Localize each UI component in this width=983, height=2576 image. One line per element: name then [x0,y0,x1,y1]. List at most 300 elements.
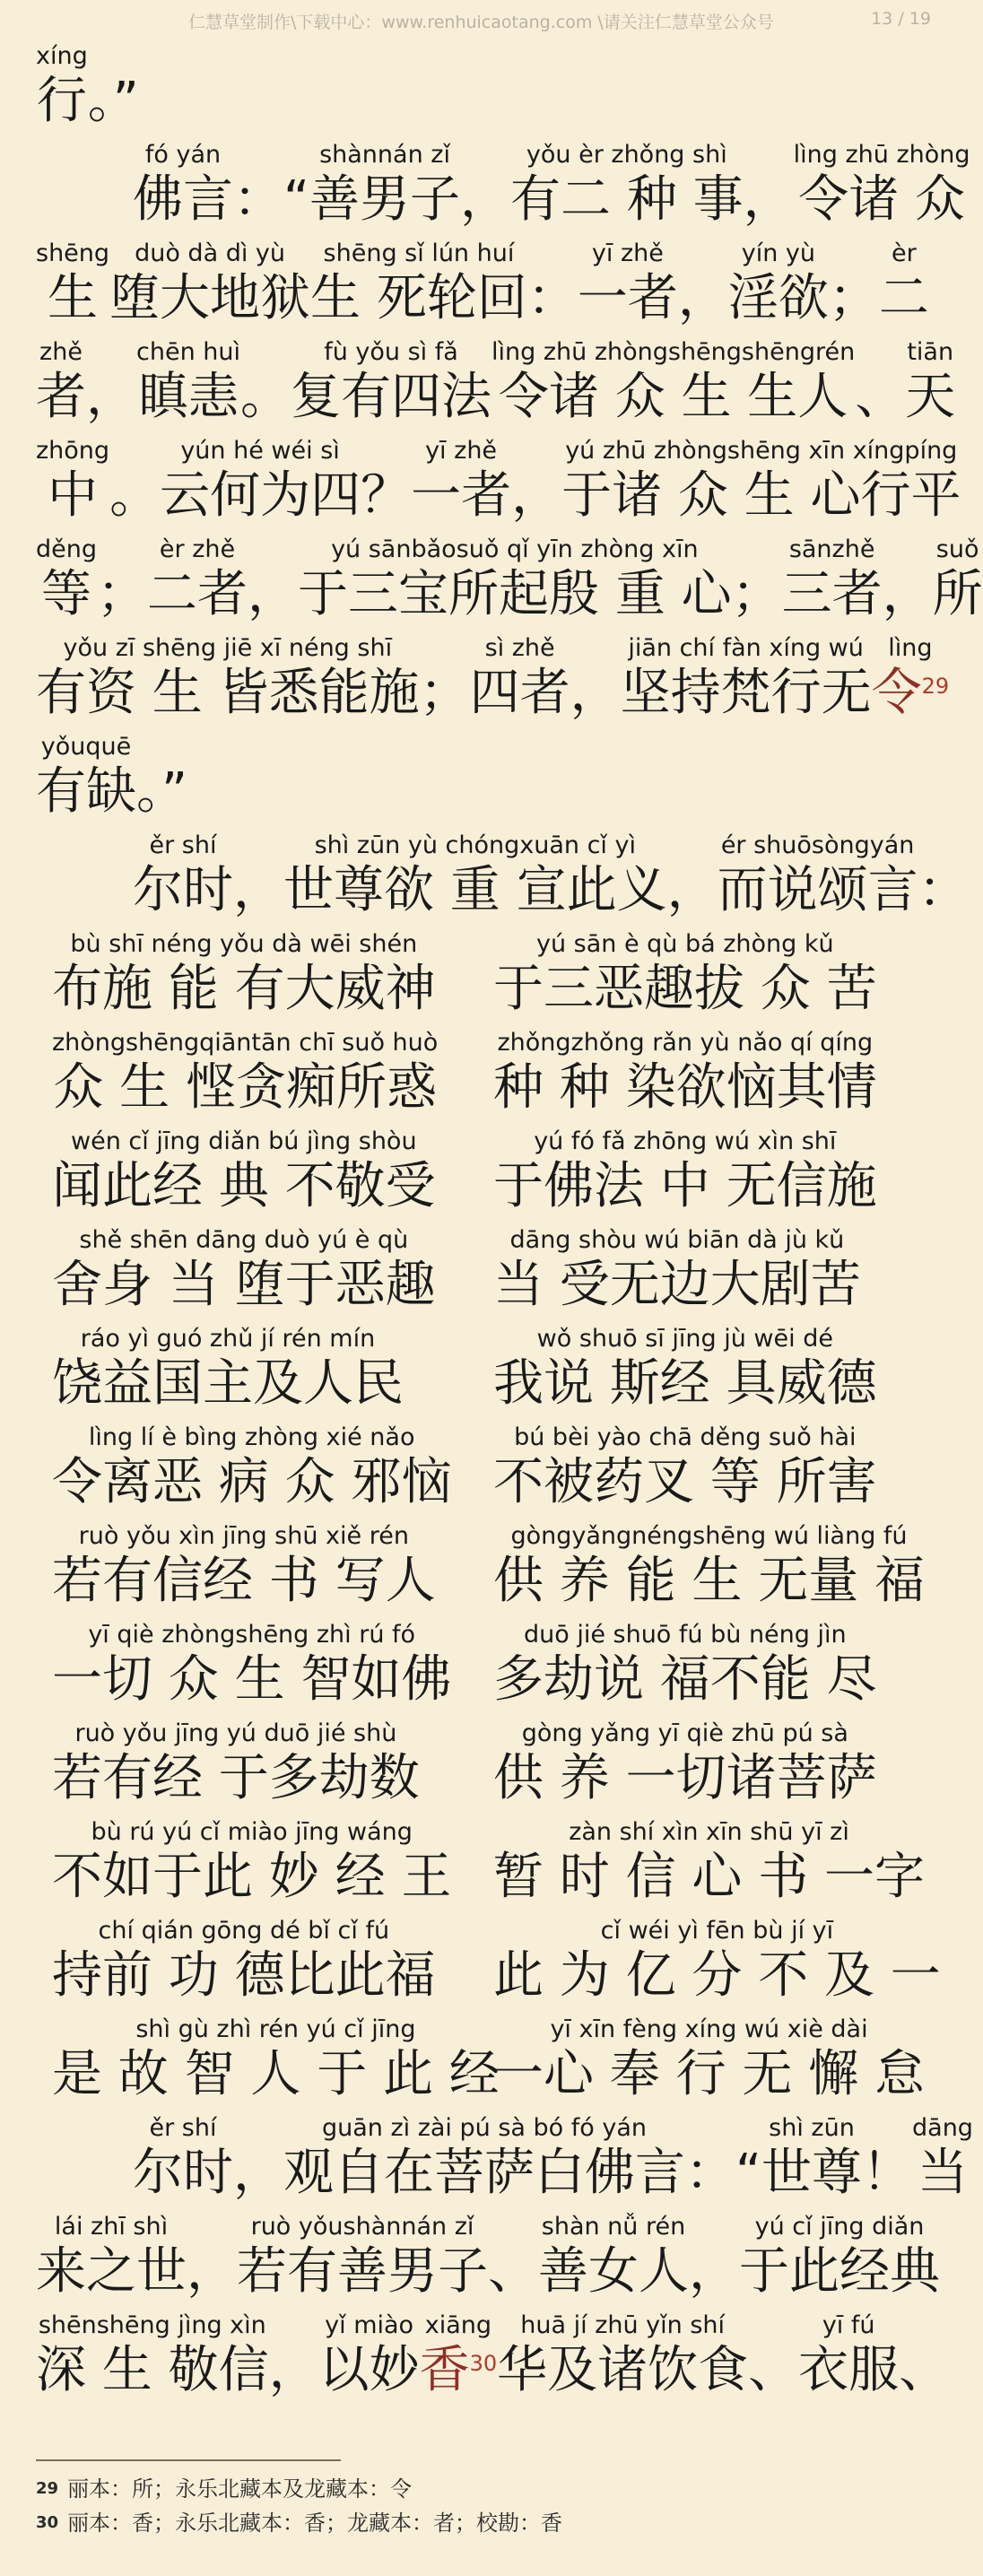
pinyin: zhǒngzhǒng rǎn yù nǎo qí qíng [497,1029,874,1057]
hanzi: 深 生 敬信 [36,2341,269,2399]
pinyin: guān zì zài pú sà bó fó yán [321,2114,648,2142]
hanzi: 等 [41,565,91,623]
hanzi: 世尊 [761,2144,863,2202]
ruby-segment [233,140,309,230]
hanzi: 一心 奉 行 无 懈 怠 [493,2045,926,2103]
hanzi: ， [511,466,562,525]
pinyin: yī zhě [591,239,664,267]
hanzi: 淫欲 [727,269,829,327]
pinyin: yī qiè zhòngshēng zhì rú fó [88,1621,416,1649]
footnote-marker: 29 [921,674,950,699]
ruby-segment [748,2311,798,2400]
verse-block [0,924,969,2108]
pinyin: ěr shí [149,831,217,859]
pinyin: tiān [907,338,954,366]
ruby-segment [291,337,492,427]
pinyin [267,140,275,170]
ruby-segment [309,140,460,230]
hanzi: ， [677,269,728,327]
ruby-segment [240,337,291,427]
hanzi: 有缺 [36,762,136,821]
hanzi: 于此经典 [739,2242,940,2301]
pinyin: duō jié shuō fú bù néng jìn [523,1621,847,1649]
ruby-segment [36,2311,269,2400]
pinyin: cǐ wéi yì fēn bù jí yī [600,1917,834,1945]
hanzi: 。 [240,368,291,426]
pinyin [876,337,884,368]
ruby-segment [621,633,872,723]
hanzi: 供 养 能 生 无量 福 [493,1552,926,1610]
hanzi: 堕大地狱 [109,269,311,327]
hanzi: 善女人 [538,2242,689,2301]
ruby-segment [109,436,160,526]
pinyin [883,2113,892,2144]
hanzi: 所 [932,565,983,623]
ruby-segment [829,239,879,328]
ruby-segment [510,140,744,230]
pinyin: lìng [888,634,933,662]
hanzi: 当 受无边大剧苦 [493,1256,861,1314]
hanzi: ， [743,170,794,229]
ruby-segment [739,2212,940,2302]
hanzi: 是 故 智 人 于 此 经 [52,2045,500,2103]
hanzi: 若有信经 书 写人 [52,1552,436,1610]
ruby-segment [36,41,88,131]
pinyin: yú sān è qù bá zhòng kǔ [535,930,834,958]
ruby-segment [493,1719,877,1808]
footnote-30: $^{30}$ 丽本：香；永乐北藏本：香；龙藏本：者；校勘：香 [36,2511,563,2536]
pinyin [719,2113,727,2144]
pinyin: ruò yǒu xìn jīng shū xiě rén [78,1522,409,1550]
hanzi: ； [828,269,879,327]
hanzi: 。” [87,72,139,130]
pinyin: yǒu zī shēng jiē xī néng shī [63,634,393,662]
ruby-segment [52,1620,451,1710]
ruby-segment [862,2113,912,2203]
hanzi: 多劫说 福不能 尽 [493,1650,877,1709]
hanzi: ， [882,565,933,623]
verse-line [0,1614,969,1713]
text-line [0,727,969,825]
verse-line [0,1121,969,1220]
hanzi: 我说 斯经 具威德 [493,1354,877,1413]
pinyin: děng [36,535,98,563]
pinyin: huā jí zhū yǐn shí [520,2311,726,2339]
ruby-segment [761,2113,862,2203]
text-line [0,628,969,727]
ruby-segment [52,1719,420,1808]
ruby-segment [728,239,829,328]
hanzi: 观自在菩萨白佛言 [283,2144,685,2202]
ruby-segment [905,337,955,427]
hanzi: 善男子 [309,170,461,229]
ruby-segment [36,239,109,328]
pinyin [533,436,541,466]
hanzi: 复有四法 [291,368,492,426]
pinyin [255,831,263,861]
pinyin [920,2311,928,2341]
pinyin: yǒu èr zhǒng shì [526,141,727,169]
hanzi: 坚持梵行无 [620,664,872,722]
pinyin: yǒuquē [40,733,132,761]
ruby-segment [298,535,732,624]
footnote-29: $^{29}$ 丽本：所；永乐北藏本及龙藏本：令 [36,2476,413,2502]
scripture-text [0,36,983,2404]
pinyin [591,633,599,664]
ruby-segment [269,2311,319,2400]
ruby-segment [578,239,678,328]
ruby-segment [918,831,969,920]
ruby-segment [52,1423,451,1512]
pinyin: shì gù zhì rén yú cǐ jīng [135,2015,416,2043]
pinyin [549,239,557,269]
pinyin [710,2212,718,2242]
pinyin: fó yán [144,141,222,169]
hanzi: ！ [862,2144,913,2202]
ruby-segment [136,337,240,427]
pinyin: èr zhě [159,535,236,563]
ruby-segment [133,140,233,230]
hanzi: ：“ [685,2144,762,2202]
pinyin: yú fó fǎ zhōng wú xìn shī [534,1127,837,1155]
hanzi: 四者 [469,664,570,722]
footnote-marker: 30 [469,2351,498,2376]
text-line [0,825,969,924]
pinyin: ráo yì guó zhǔ jí rén mín [80,1325,376,1353]
ruby-segment [685,2113,761,2203]
hanzi: 、 [748,2341,799,2399]
pinyin: shì zūn yù chóngxuān cǐ yì [314,831,636,859]
ruby-segment [493,1423,877,1512]
hanzi: 一者 [411,466,512,525]
ruby-segment [794,140,970,230]
hanzi: 生 死轮回 [310,269,527,327]
ruby-segment [52,1028,438,1118]
hanzi: ： [526,269,578,327]
ruby-segment [411,436,511,526]
ruby-segment [493,1916,941,2006]
hanzi: 于三恶趣拔 众 苦 [493,960,877,1018]
pinyin: xiāng [424,2311,492,2339]
ruby-segment [420,2311,498,2400]
pinyin: shànnán zǐ [319,141,450,169]
ruby-segment [744,140,794,230]
pinyin: ruò yǒu jīng yú duō jié shù [74,1719,397,1747]
ruby-segment [160,436,361,526]
text-line [0,332,969,431]
pinyin: ěr shí [149,2114,217,2142]
pinyin: bú bèi yào chā děng suǒ hài [514,1423,857,1451]
pinyin: bù rú yú cǐ miào jīng wáng [91,1818,413,1846]
ruby-segment [248,535,298,624]
ruby-segment [933,535,983,624]
hanzi: ， [233,2144,283,2202]
ruby-segment [678,239,728,328]
pinyin: yī xīn fèng xíng wú xiè dài [550,2015,868,2043]
hanzi: 暂 时 信 心 书 一字 [493,1848,926,1906]
text-line [0,36,969,135]
ruby-segment [689,2212,739,2302]
ruby-segment [460,140,510,230]
pinyin: shēnshēng jìng xìn [38,2311,266,2339]
hanzi: ， [689,2242,739,2301]
prose-block-2 [0,2108,973,2404]
ruby-segment [493,1521,925,1611]
ruby-segment [493,2015,925,2104]
hanzi: 生 [48,269,99,327]
hanzi: ： [918,861,969,919]
pinyin [208,2212,216,2242]
hanzi: 一切 众 生 智如佛 [52,1650,452,1709]
ruby-segment [36,436,109,526]
text-line [0,135,969,233]
hanzi: ； [731,565,782,623]
ruby-segment [97,535,147,624]
ruby-segment [52,1817,451,1907]
pinyin: jiān chí fàn xíng wú [628,634,864,662]
hanzi: ， [233,861,283,919]
hanzi: 三者 [781,565,883,623]
hanzi: ， [86,368,136,426]
ruby-segment [52,1225,436,1315]
ruby-segment [561,436,961,526]
pinyin [509,2212,518,2242]
hanzi: 令诸 众 [798,170,965,229]
pinyin: èr [892,239,917,267]
verse-line [0,1713,969,1812]
pinyin [482,140,490,170]
pinyin: yú sānbǎosuǒ qǐ yīn zhòng xīn [331,535,699,563]
pinyin: zhòngshēngqiāntān chī suǒ huò [52,1029,439,1057]
hanzi: 闻此经 典 不敬受 [52,1157,436,1215]
hanzi: 佛言 [133,170,233,229]
pinyin: zhōng [36,437,110,465]
ruby-segment [310,239,527,328]
hanzi: 、 [855,368,906,426]
ruby-segment [493,929,877,1019]
ruby-segment [52,1916,436,2006]
verse-line [0,1318,969,1417]
verse-line [0,2009,969,2108]
hanzi: 衣服 [798,2341,900,2399]
pinyin: lái zhī shì [54,2213,169,2241]
ruby-segment [538,2212,689,2302]
ruby-segment [36,633,420,723]
hanzi: 持前 功 德比此福 [52,1946,436,2005]
pinyin: wén cǐ jīng diǎn bú jìng shòu [71,1127,417,1155]
hanzi: 若有善男子 [237,2242,488,2301]
hanzi: 、 [899,2341,950,2399]
pinyin [109,41,117,72]
pinyin: sānzhě [788,535,875,563]
ruby-segment [570,633,621,723]
verse-line [0,1417,969,1516]
hanzi: 云何为四 [160,466,361,525]
ruby-segment [283,2113,685,2203]
verse-line [0,1220,969,1318]
pinyin: gòngyǎngnéngshēng wú liàng fú [510,1522,908,1550]
pinyin [770,2311,778,2341]
hanzi: ：“ [233,170,310,229]
ruby-segment [36,337,86,427]
pinyin [108,337,116,368]
hanzi: 布施 能 有大威神 [52,960,436,1018]
pinyin: yún hé wéi sì [180,437,340,465]
pinyin: xíng [36,42,88,70]
pinyin: suǒ [935,535,979,563]
pinyin: zhě [39,338,83,366]
ruby-segment [52,1521,436,1611]
ruby-segment [511,436,561,526]
text-line [0,233,969,332]
ruby-segment [798,2311,899,2400]
site-credit: 仁慧草堂制作\下载中心：www.renhuicaotang.com \请关注仁慧草堂公众号 [188,13,774,32]
hanzi: ， [570,664,621,722]
text-line [0,2305,969,2404]
ruby-segment [136,732,187,822]
pinyin: wǒ shuō sī jīng jù wēi dé [536,1325,833,1353]
pinyin: dāng [912,2114,973,2142]
pinyin [700,239,708,269]
pinyin [688,831,696,861]
ruby-segment [36,732,136,822]
hanzi: 世尊欲 重 宣此义 [283,861,667,919]
hanzi: 舍身 当 堕于恶趣 [52,1256,436,1314]
ruby-segment [52,1324,404,1414]
hanzi: ， [248,565,299,623]
pinyin: dāng shòu wú biān dà jù kǔ [509,1226,845,1254]
ruby-segment [470,633,570,723]
pinyin: shēng [36,239,110,267]
hanzi: 者 [36,368,86,426]
verse-line [0,924,969,1023]
pinyin: yú zhū zhòngshēng xīn xíngpíng [565,437,958,465]
text-line [0,2206,969,2305]
ruby-segment [86,337,136,427]
pinyin: ruò yǒushànnán zǐ [250,2213,474,2241]
hanzi: 饶益国主及人民 [52,1354,404,1413]
ruby-segment [52,929,436,1019]
pinyin: sì zhě [484,634,555,662]
ruby-segment [133,831,233,920]
ruby-segment [147,535,248,624]
ruby-segment [899,2311,949,2400]
hanzi: ？ [361,466,412,525]
ruby-segment [497,2311,748,2400]
page-number: 13 / 19 [871,9,931,29]
hanzi: 种 种 染欲恼其情 [493,1058,877,1117]
hanzi: ， [187,2242,237,2301]
hanzi: 。 [109,466,161,525]
ruby-segment [133,2113,233,2203]
hanzi: 天 [905,368,956,426]
hanzi: 二 [878,269,929,327]
verse-line [0,1516,969,1614]
verse-line [0,1023,969,1121]
pinyin: shě shēn dāng duò yú è qù [79,1226,409,1254]
ruby-segment [883,535,933,624]
hanzi: 于三宝所起殷 重 心 [298,565,732,623]
hanzi: 华及诸饮食 [497,2341,749,2399]
ruby-segment [36,2212,187,2302]
pinyin [255,2113,263,2144]
ruby-segment [88,41,139,131]
hanzi: 瞋恚 [138,368,239,426]
hanzi: 若有经 于多劫数 [52,1749,420,1807]
hanzi: 令$^{29}$ [871,664,950,722]
hanzi: 。” [136,762,188,821]
prose-block-1 [0,36,983,924]
hanzi: 香$^{30}$ [419,2341,498,2399]
hanzi: ； [419,664,470,722]
pinyin: shēng sǐ lún huí [323,239,515,267]
pinyin: gòng yǎng yī qiè zhū pú sà [521,1719,848,1747]
hanzi: 来之世 [36,2242,187,2301]
pinyin: lìng zhū zhòng [793,141,970,169]
hanzi: 中 [48,466,99,525]
hanzi: 、 [488,2242,538,2301]
pinyin [158,732,166,762]
hanzi: 众 生 悭贪痴所惑 [53,1058,437,1117]
hanzi: ， [460,170,511,229]
pinyin [764,140,772,170]
pinyin: ér shuōsòngyán [720,831,915,859]
pinyin: yú cǐ jīng diǎn [754,2213,925,2241]
pinyin: yī zhě [425,437,498,465]
hanzi: 以妙 [318,2341,420,2399]
ruby-segment [879,239,929,328]
text-line [0,431,969,529]
pinyin [290,2311,298,2341]
pinyin: lìng zhū zhòngshēngshēngrén [492,338,856,366]
pinyin [118,535,126,565]
hanzi: 一者 [577,269,678,327]
ruby-segment [36,535,97,624]
pinyin [752,535,761,565]
pinyin [903,535,911,565]
ruby-segment [855,337,905,427]
ruby-segment [872,633,950,723]
ruby-segment [237,2212,488,2302]
pinyin: chí qián gōng dé bǐ cǐ fú [98,1917,390,1945]
ruby-segment [492,337,855,427]
ruby-segment [493,1620,877,1710]
hanzi: 行 [36,72,87,130]
pinyin: fù yǒu sì fǎ [324,338,458,366]
pinyin [262,337,270,368]
ruby-segment [109,239,310,328]
pinyin: shì zūn [769,2114,855,2142]
hanzi: 有资 生 皆悉能施 [36,664,420,722]
ruby-segment [52,2015,500,2104]
ruby-segment [319,2311,420,2400]
footnote-divider [36,2459,341,2461]
ruby-segment [782,535,883,624]
ruby-segment [233,831,283,920]
ruby-segment [493,1028,877,1118]
ruby-segment [493,1127,877,1216]
pinyin: lìng lí è bìng zhòng xié nǎo [88,1423,415,1451]
hanzi: 不被药叉 等 所害 [493,1453,877,1511]
verse-line [0,1812,969,1910]
ruby-segment [283,831,667,920]
hanzi: 于佛法 中 无信施 [493,1157,877,1215]
ruby-segment [52,1127,436,1216]
pinyin [440,633,448,664]
hanzi: 令诸 众 生 生人 [498,368,848,426]
pinyin: bù shī néng yǒu dà wēi shén [70,930,418,958]
ruby-segment [233,2113,283,2203]
